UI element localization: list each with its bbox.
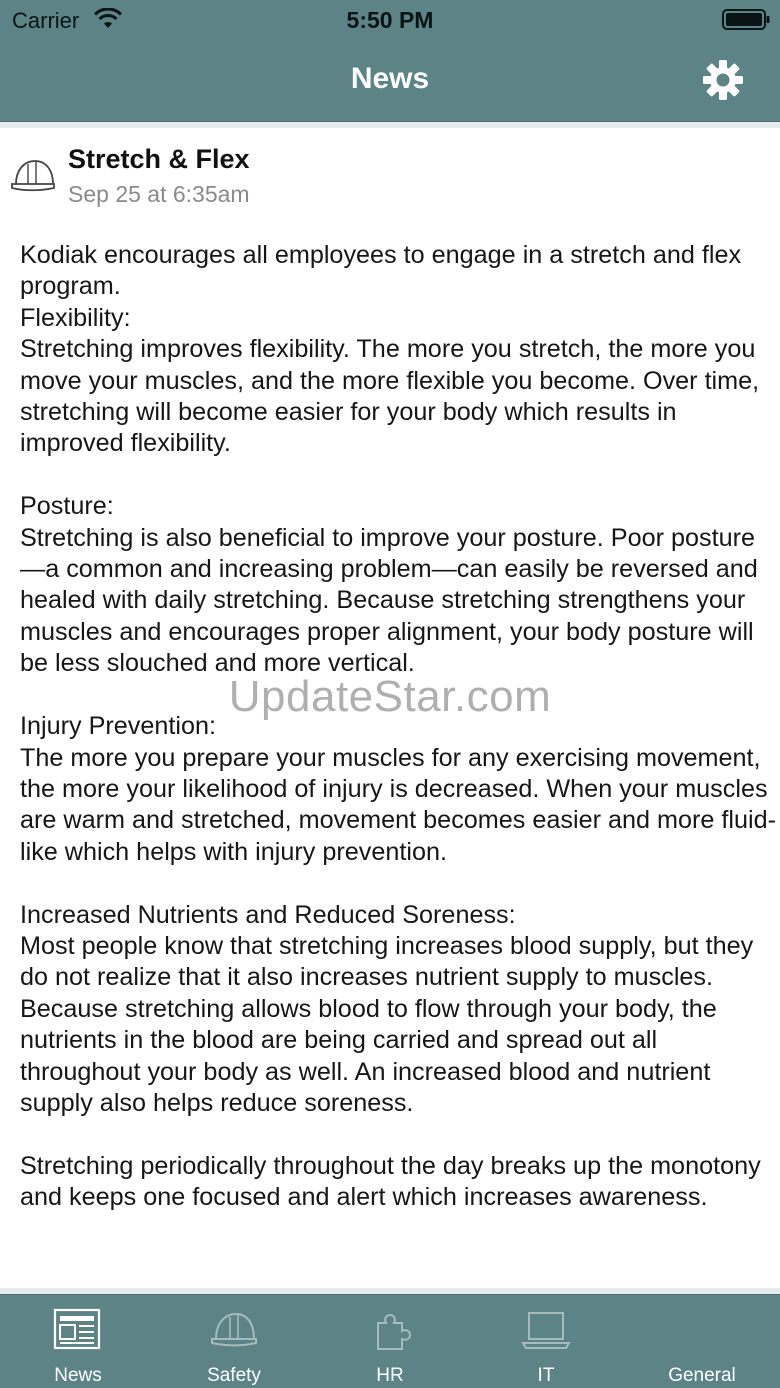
helmet-icon xyxy=(10,156,56,196)
newspaper-icon xyxy=(52,1307,104,1353)
helmet-icon xyxy=(208,1307,260,1353)
tab-hr[interactable] xyxy=(312,1295,468,1388)
tab-safety[interactable] xyxy=(156,1295,312,1388)
article-title: Stretch & Flex xyxy=(68,144,250,174)
tab-safety-label: Safety xyxy=(207,1365,261,1386)
navigation-bar xyxy=(0,40,780,122)
article-date: Sep 25 at 6:35am xyxy=(68,181,250,207)
status-bar xyxy=(0,0,780,40)
tab-hr-label: HR xyxy=(376,1365,404,1386)
article-body: Kodiak encourages all employees to engage in a stretch and flex program. Flexibility: Stretching improves flexibility. The more you stretch, the more you move your muscles, and the more flexible you become. Over time, stretching will become easier for your body which results in improved flexibility. Posture: Stretching is also beneficial to improve your posture. Poor posture—a common and increasing problem—can easily be reversed and healed with daily stretching. Because stretching strengthens your muscles and encourages proper alignment, your body posture will be less slouched and more vertical. Injury Prevention: The more you prepare your muscles for any exercising movement, the more your likelihood of injury is decreased. When your muscles are warm and stretched, movement becomes easier and more fluid-like which helps with injury prevention. Increased Nutrients and Reduced Soreness: Most people know that stretching increases blood supply, but they do not realize that it also increases nutrient supply to muscles. Because stretching allows blood to flow through your body, the nutrients in the blood are being carried and spread out all throughout your body as well. An increased blood and nutrient supply also helps reduce soreness. Stretching periodically throughout the day breaks up the monotony and keeps one focused and alert which increases awareness. xyxy=(20,241,776,1212)
header-divider xyxy=(0,122,780,128)
laptop-icon xyxy=(520,1307,572,1353)
tab-news-label: News xyxy=(54,1365,102,1386)
tab-it[interactable] xyxy=(468,1295,624,1388)
article-header xyxy=(0,130,780,220)
tab-general[interactable] xyxy=(624,1295,780,1388)
battery-icon xyxy=(722,9,770,30)
page-title: News xyxy=(350,62,430,95)
watermark: UpdateStar.com xyxy=(228,672,552,721)
gear-icon[interactable] xyxy=(702,59,744,101)
tab-it-label: IT xyxy=(537,1365,555,1386)
tab-general-label: General xyxy=(668,1365,736,1386)
clock: 5:50 PM xyxy=(346,7,434,33)
puzzle-icon xyxy=(364,1307,416,1353)
tab-bar xyxy=(0,1294,780,1388)
carrier-label: Carrier xyxy=(12,8,80,33)
tab-news[interactable] xyxy=(0,1295,156,1388)
